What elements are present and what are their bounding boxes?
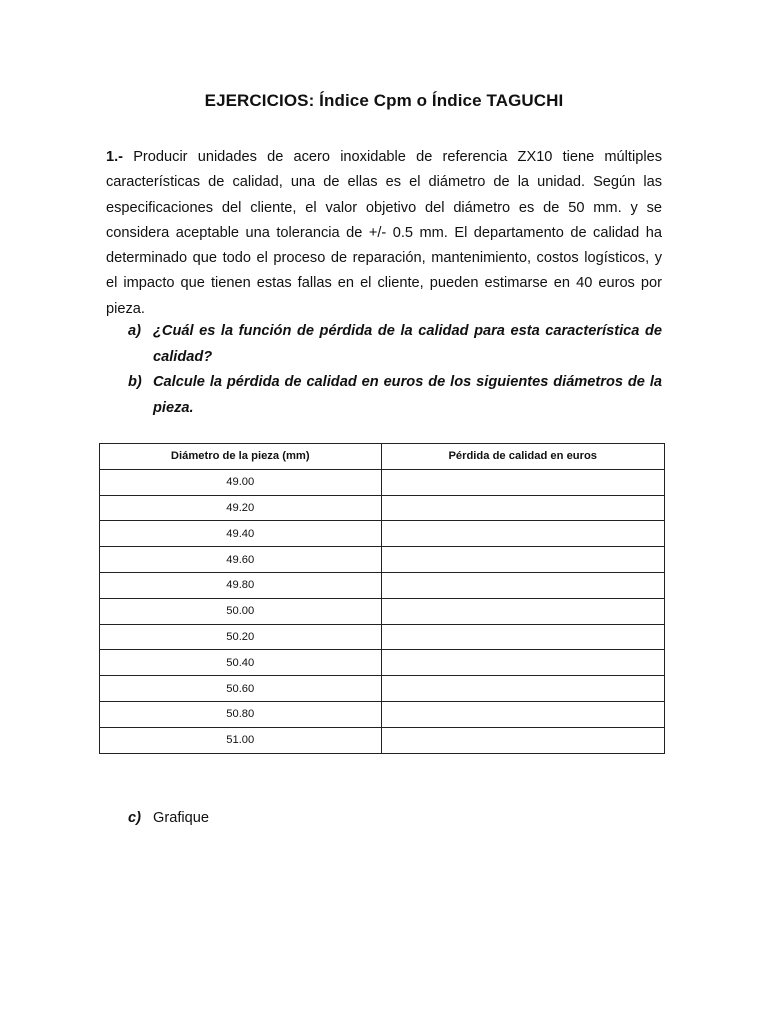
loss-column-header: Pérdida de calidad en euros [381, 444, 665, 470]
question-a-label: a) [128, 323, 141, 339]
diameter-cell: 50.60 [100, 676, 382, 702]
exercise-number: 1.- [106, 149, 124, 165]
table-row [100, 650, 665, 676]
diameter-cell: 50.40 [100, 650, 382, 676]
table-row [100, 624, 665, 650]
exercise-text: Producir unidades de acero inoxidable de referencia ZX10 tiene múltiples características de calidad, una de ellas es el diámetro de la unidad. Según las especificaciones del cliente, el valor objetivo del diámetro es de 50 mm. y se considera aceptable una tolerancia de +/- 0.5 mm. El departamento de calidad ha determinado que todo el proceso de reparación, mantenimiento, costos logísticos, y el impacto que tienen estas fallas en el cliente, pueden estimarse en 40 euros por pieza. [106, 149, 662, 317]
loss-cell [381, 469, 665, 495]
question-a [128, 319, 662, 371]
table-row [100, 547, 665, 573]
table-row [100, 598, 665, 624]
loss-cell [381, 547, 665, 573]
exercise-paragraph [106, 145, 662, 322]
document-title: EJERCICIOS: Índice Cpm o Índice TAGUCHI [204, 91, 564, 110]
diameter-cell: 49.00 [100, 469, 382, 495]
diameter-cell: 51.00 [100, 727, 382, 753]
table-row [100, 521, 665, 547]
question-b-text: Calcule la pérdida de calidad en euros de los siguientes diámetros de la pieza. [153, 374, 662, 416]
loss-cell [381, 701, 665, 727]
table-row [100, 572, 665, 598]
loss-cell [381, 624, 665, 650]
table-row [100, 727, 665, 753]
loss-table [99, 443, 665, 754]
loss-cell [381, 650, 665, 676]
diameter-cell: 50.00 [100, 598, 382, 624]
table-row [100, 676, 665, 702]
diameter-cell: 49.80 [100, 572, 382, 598]
question-b-label: b) [128, 374, 142, 390]
table-row [100, 469, 665, 495]
loss-cell [381, 598, 665, 624]
diameter-cell: 49.60 [100, 547, 382, 573]
question-c-label: c) [128, 810, 141, 826]
question-c [128, 810, 209, 826]
table-header-row [100, 444, 665, 470]
diameter-cell: 50.80 [100, 701, 382, 727]
diameter-cell: 49.40 [100, 521, 382, 547]
table-row [100, 495, 665, 521]
question-a-text: ¿Cuál es la función de pérdida de la calidad para esta característica de calidad? [153, 323, 662, 365]
question-b [128, 370, 662, 422]
loss-cell [381, 727, 665, 753]
loss-cell [381, 572, 665, 598]
loss-cell [381, 495, 665, 521]
question-c-text: Grafique [153, 810, 210, 826]
table-row [100, 701, 665, 727]
diameter-column-header: Diámetro de la pieza (mm) [100, 444, 382, 470]
loss-cell [381, 676, 665, 702]
diameter-cell: 50.20 [100, 624, 382, 650]
diameter-cell: 49.20 [100, 495, 382, 521]
loss-cell [381, 521, 665, 547]
